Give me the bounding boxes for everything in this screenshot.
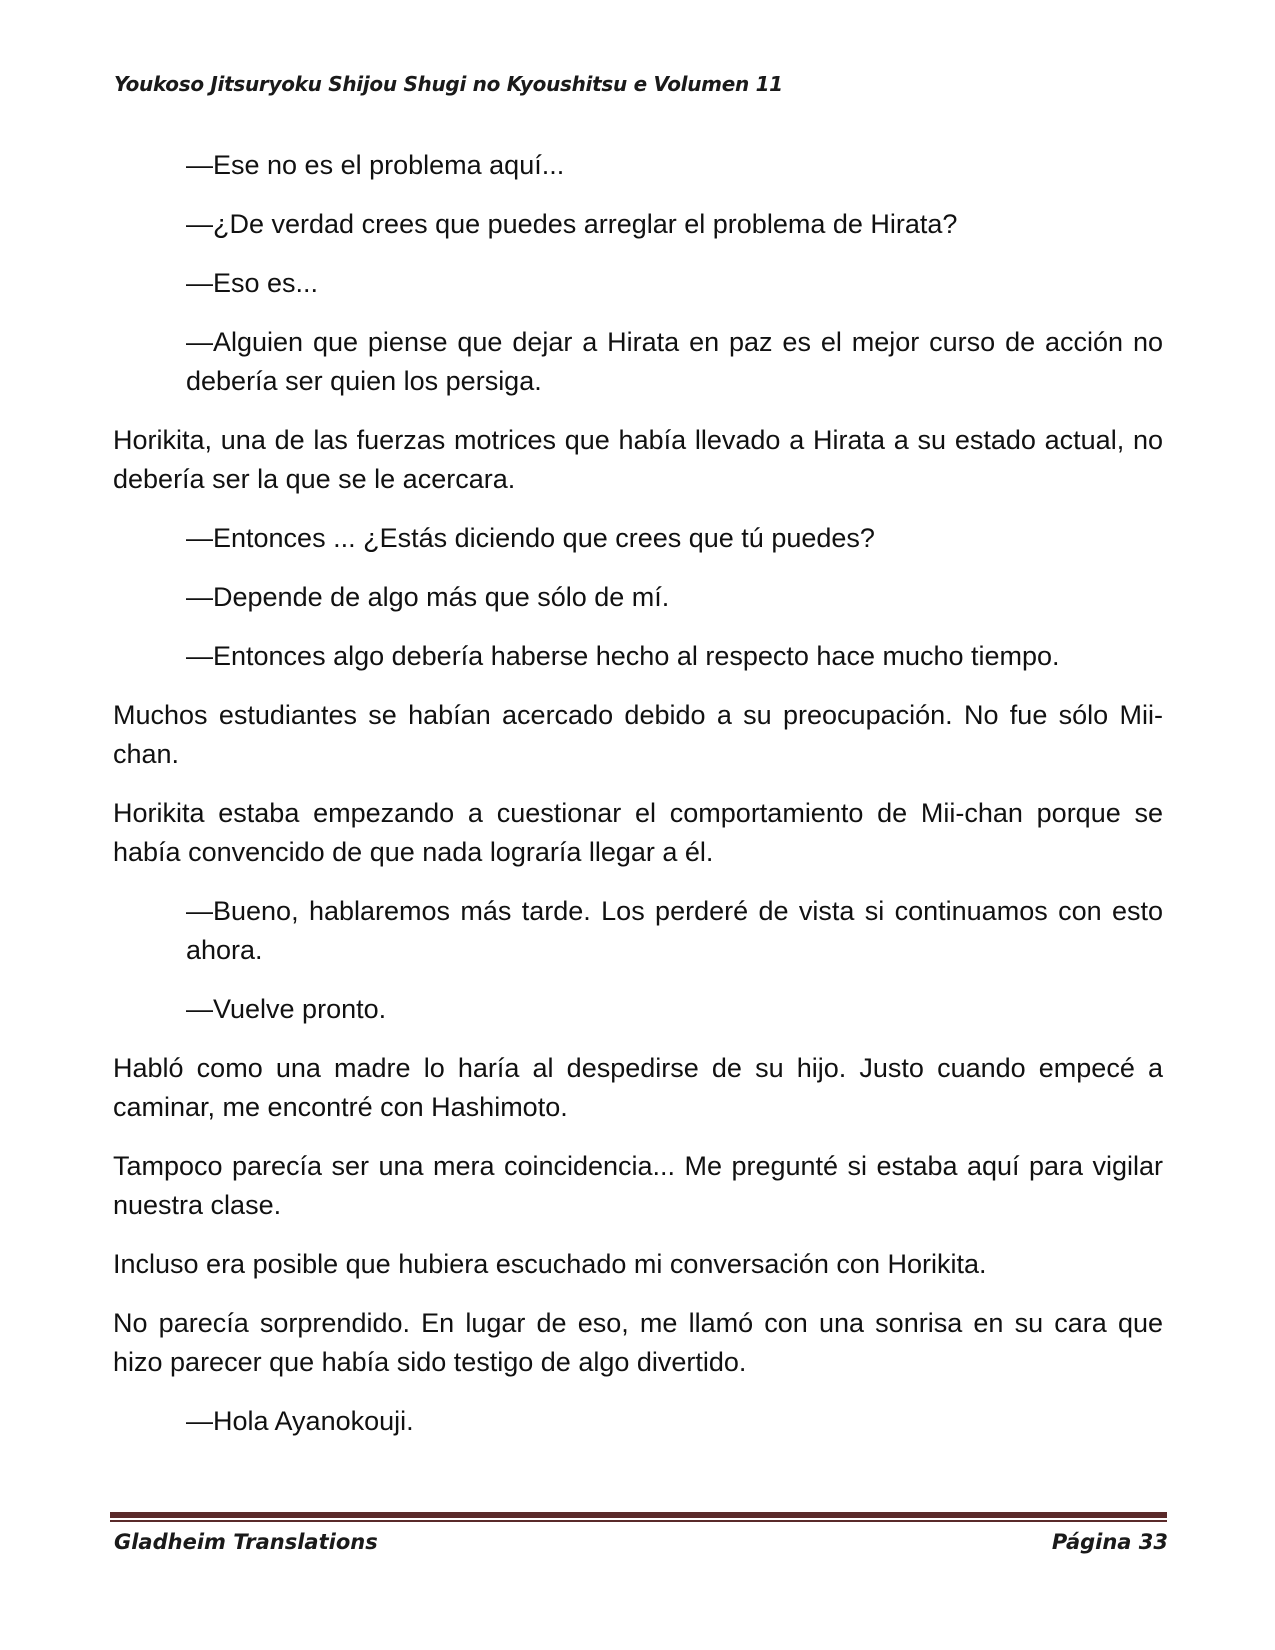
paragraph: Horikita, una de las fuerzas motrices que había llevado a Hirata a su estado actual, no debería ser la que se le acercara. bbox=[113, 425, 1163, 494]
paragraph: —Entonces algo debería haberse hecho al respecto hace mucho tiempo. bbox=[186, 641, 1060, 671]
paragraph: No parecía sorprendido. En lugar de eso, me llamó con una sonrisa en su cara que hizo parecer que había sido testigo de algo divertido. bbox=[113, 1308, 1163, 1377]
paragraph: —¿De verdad crees que puedes arreglar el problema de Hirata? bbox=[186, 209, 958, 239]
paragraph: Habló como una madre lo haría al despedirse de su hijo. Justo cuando empecé a caminar, me encontré con Hashimoto. bbox=[113, 1053, 1163, 1122]
paragraph: Muchos estudiantes se habían acercado debido a su preocupación. No fue sólo Mii-chan. bbox=[113, 700, 1163, 769]
footer-publisher: Gladheim Translations bbox=[114, 1530, 378, 1554]
footer-divider bbox=[110, 1512, 1167, 1518]
paragraph: —Vuelve pronto. bbox=[186, 994, 387, 1024]
paragraph: —Bueno, hablaremos más tarde. Los perderé de vista si continuamos con esto ahora. bbox=[186, 896, 1163, 965]
page-header-title: Youkoso Jitsuryoku Shijou Shugi no Kyoushitsu e Volumen 11 bbox=[114, 72, 783, 96]
page-body bbox=[113, 146, 1163, 1461]
footer-page-number: Página 33 bbox=[1051, 1530, 1168, 1554]
paragraph: —Alguien que piense que dejar a Hirata en paz es el mejor curso de acción no debería ser quien los persiga. bbox=[186, 327, 1163, 396]
paragraph: Horikita estaba empezando a cuestionar el comportamiento de Mii-chan porque se había convencido de que nada lograría llegar a él. bbox=[113, 798, 1163, 867]
footer-divider-thin bbox=[110, 1520, 1167, 1522]
paragraph: —Ese no es el problema aquí... bbox=[186, 150, 565, 180]
paragraph: Incluso era posible que hubiera escuchado mi conversación con Horikita. bbox=[113, 1249, 987, 1279]
paragraph: —Depende de algo más que sólo de mí. bbox=[186, 582, 670, 612]
paragraph: —Eso es... bbox=[186, 268, 319, 298]
paragraph: —Entonces ... ¿Estás diciendo que crees que tú puedes? bbox=[186, 523, 875, 553]
paragraph: —Hola Ayanokouji. bbox=[186, 1406, 414, 1436]
paragraph: Tampoco parecía ser una mera coincidencia... Me pregunté si estaba aquí para vigilar nuestra clase. bbox=[113, 1151, 1163, 1220]
